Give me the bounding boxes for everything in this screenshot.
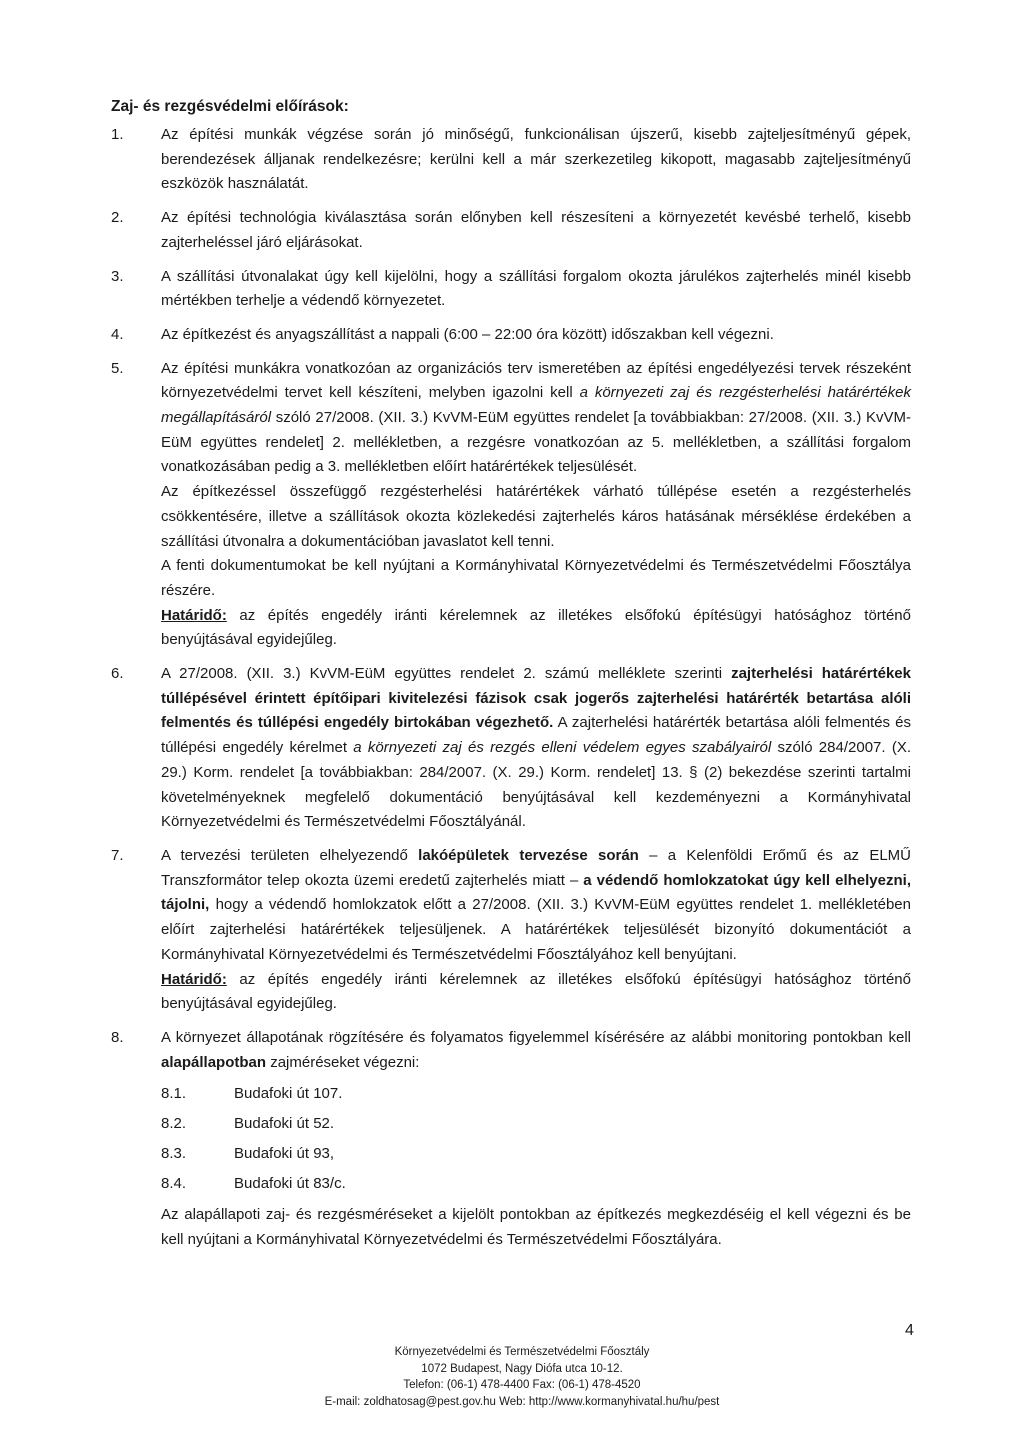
page-footer [262, 1344, 782, 1410]
point-number: 8.3. [161, 1145, 187, 1163]
point-address: Budafoki út 93, [234, 1145, 335, 1163]
emphasis-text: a védendő homlokzatokat úgy kell elhelyezni, tájolni, [161, 871, 911, 914]
footer-address: 1072 Budapest, Nagy Diófa utca 10-12. [421, 1362, 623, 1375]
text-run: A zajterhelési határérték betartása alóli felmentés és túllépési engedély kérelmet [161, 714, 912, 757]
text-run: A környezet állapotának rögzítésére és folyamatos figyelemmel kísérésére az alábbi monitoring pontokban kell [161, 1028, 911, 1046]
page-number: 4 [905, 1322, 914, 1339]
list-item-6 [111, 662, 911, 835]
item-paragraph [161, 662, 911, 835]
item-number: 4. [111, 325, 124, 343]
section-heading: Zaj- és rezgésvédelmi előírások: [111, 98, 349, 115]
footer-email-web: E-mail: zoldhatosag@pest.gov.hu Web: http://www.kormanyhivatal.hu/hu/pest [324, 1395, 720, 1408]
text-run: A 27/2008. (XII. 3.) KvVM-EüM együttes rendelet 2. számú melléklete szerinti [161, 665, 732, 683]
text-run: – a Kelenföldi Erőmű és az ELMŰ Transzformátor telep okozta üzemi eredetű zajterhelés miatt – [161, 846, 912, 889]
deadline-text: az építés engedély iránti kérelemnek az illetékes elsőfokú építésügyi hatósághoz történő benyújtásával egyidejűleg. [161, 606, 911, 649]
document-body [111, 123, 911, 1262]
item-number: 7. [111, 846, 124, 864]
list-item-8 [111, 1026, 911, 1253]
point-number: 8.2. [161, 1115, 187, 1133]
item-number: 5. [111, 359, 124, 377]
item-number: 3. [111, 267, 124, 285]
point-address: Budafoki út 83/c. [234, 1175, 346, 1193]
item-number: 8. [111, 1028, 124, 1046]
item-text: A szállítási útvonalakat úgy kell kijelölni, hogy a szállítási forgalom okozta járulékos zajterhelés minél kisebb mértékben terhelje a védendő környezetet. [161, 267, 911, 310]
item-number: 2. [111, 209, 124, 227]
decree-title: a környezeti zaj és rezgésterhelési határértékek megállapításáról [161, 384, 911, 427]
deadline-label: Határidő: [161, 606, 227, 624]
deadline-paragraph [161, 604, 911, 653]
emphasis-text: zajterhelési határértékek túllépésével érintett építőipari kivitelezési fázisok csak jogerős zajterhelési határérték betartása alóli felmentés és túllépési engedély birtokában végezhető. [161, 665, 911, 732]
point-number: 8.1. [161, 1085, 187, 1103]
item-number: 6. [111, 665, 124, 683]
item-text: Az építési technológia kiválasztása során előnyben kell részesíteni a környezetét kevésbé terhelő, kisebb zajterheléssel járó eljárásokat. [161, 209, 911, 251]
list-item-5 [111, 357, 911, 653]
list-item-4 [111, 323, 911, 348]
text-run: hogy a védendő homlokzatok előtt a 27/2008. (XII. 3.) KvVM-EüM együttes rendelet 1. mellékletében előírt zajterhelési határértékek teljesüljenek. A határértékek teljesülését bizonyító dokumentációt a Kormányhivatal Környezetvédelmi és Természetvédelmi Főosztályához kell benyújtani. [161, 896, 911, 963]
list-item-3 [111, 265, 911, 314]
deadline-text: az építés engedély iránti kérelemnek az illetékes elsőfokú építésügyi hatósághoz történő benyújtásával egyidejűleg. [161, 970, 911, 1013]
requirements-list [111, 123, 911, 1253]
emphasis-text: alapállapotban [161, 1053, 267, 1071]
item-number: 1. [111, 126, 124, 143]
item-paragraph: Az építkezéssel összefüggő rezgésterhelési határértékek várható túllépése esetén a rezgésterhelés csökkentésére, illetve a szállítások okozta közlekedési zajterhelés káros hatásának mérséklése érdekében a szállítási útvonalra a dokumentációban javaslatot kell tenni. [161, 483, 911, 550]
point-number: 8.4. [161, 1175, 187, 1193]
point-address: Budafoki út 107. [234, 1085, 343, 1103]
text-run: Az építési munkákra vonatkozóan az organizációs terv ismeretében az építési engedélyezési tervek részeként környezetvédelmi tervet kell készíteni, melyben igazolni kell [161, 359, 911, 402]
emphasis-text: lakóépületek tervezése során [418, 846, 639, 864]
text-run: szóló 27/2008. (XII. 3.) KvVM-EüM együttes rendelet [a továbbiakban: 27/2008. (XII. 3.) KvVM-EüM együttes rendelet] 2. mellékletben, a rezgésre vonatkozóan az 5. mellékletben, a szállítási forgalom vonatkozásában pedig a 3. mellékletben előírt határértékek teljesülését. [161, 409, 911, 476]
item-text: Az építési munkák végzése során jó minőségű, funkcionálisan újszerű, kisebb zajteljesítményű gépek, berendezések álljanak rendelkezésre; kerülni kell a már szerkezetileg kikopott, magasabb zajteljesítményű eszközök használatát. [161, 126, 911, 193]
point-address: Budafoki út 52. [234, 1115, 335, 1133]
monitoring-point [161, 1079, 911, 1109]
deadline-paragraph [161, 968, 911, 1017]
monitoring-point [161, 1169, 911, 1199]
item-paragraph [161, 844, 911, 968]
list-item-2 [111, 206, 911, 255]
monitoring-point [161, 1139, 911, 1169]
decree-title: a környezeti zaj és rezgés elleni védelem egyes szabályairól [353, 739, 772, 757]
footer-department: Környezetvédelmi és Természetvédelmi Főosztály [394, 1346, 650, 1358]
monitoring-points-list [161, 1079, 911, 1199]
monitoring-point [161, 1109, 911, 1139]
footer-phone-fax: Telefon: (06-1) 478-4400 Fax: (06-1) 478-4520 [403, 1379, 641, 1391]
deadline-label: Határidő: [161, 970, 227, 988]
item-paragraph: A fenti dokumentumokat be kell nyújtani a Kormányhivatal Környezetvédelmi és Természetvédelmi Főosztálya részére. [161, 557, 911, 599]
item-text: Az építkezést és anyagszállítást a nappali (6:00 – 22:00 óra között) időszakban kell végezni. [161, 325, 774, 343]
item-paragraph: Az alapállapoti zaj- és rezgésméréseket a kijelölt pontokban az építkezés megkezdéséig el kell végezni és be kell nyújtani a Kormányhivatal Környezetvédelmi és Természetvédelmi Főosztályára. [161, 1206, 911, 1249]
text-run: A tervezési területen elhelyezendő [161, 846, 419, 864]
list-item-7 [111, 844, 911, 1017]
text-run: szóló 284/2007. (X. 29.) Korm. rendelet [a továbbiakban: 284/2007. (X. 29.) Korm. rendelet] 13. § (2) bekezdése szerinti tartalmi követelményeknek megfelelő dokumentáció benyújtásával kell kezdeményezni a Kormányhivatal Környezetvédelmi és Természetvédelmi Főosztályánál. [161, 739, 911, 831]
item-paragraph [161, 1026, 911, 1075]
text-run: zajméréseket végezni: [266, 1053, 420, 1071]
item-paragraph [161, 357, 911, 481]
list-item-1 [111, 123, 911, 197]
